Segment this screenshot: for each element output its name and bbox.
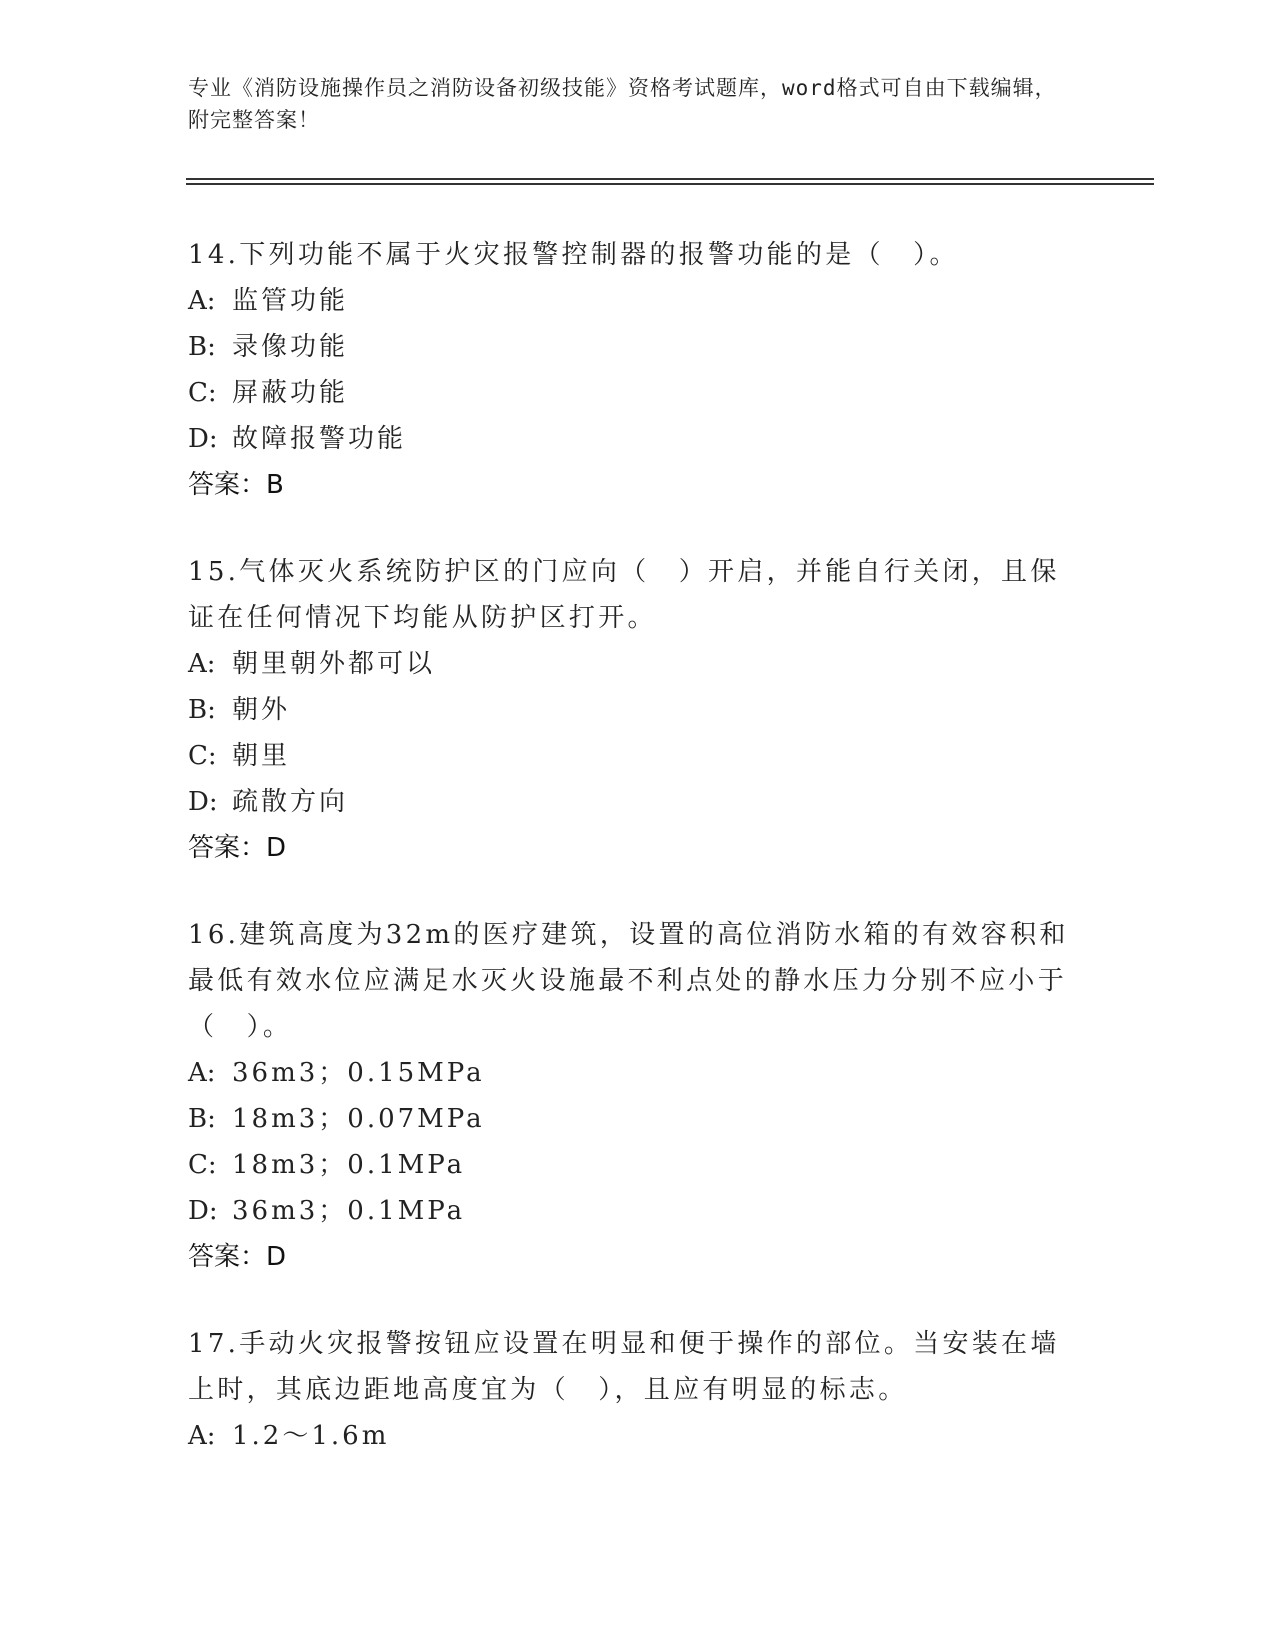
- header-intro-text: 专业《消防设施操作员之消防设备初级技能》资格考试题库，word格式可自由下载编辑，附完整答案！: [188, 76, 1057, 132]
- document-header: [188, 72, 1068, 136]
- option-letter: A:: [188, 649, 216, 679]
- option-a: [188, 641, 1088, 687]
- option-text: 故障报警功能: [232, 424, 407, 454]
- option-letter: C:: [188, 378, 217, 408]
- option-text: 36m3；0.1MPa: [232, 1196, 466, 1226]
- option-c: [188, 733, 1088, 779]
- option-text: 1.2～1.6m: [232, 1421, 390, 1451]
- option-d: [188, 1188, 1088, 1234]
- option-letter: A:: [188, 1421, 216, 1451]
- question-15: [188, 549, 1088, 871]
- option-letter: C:: [188, 741, 217, 771]
- option-b: [188, 1096, 1088, 1142]
- option-d: [188, 416, 1088, 462]
- answer-line: 答案：B: [188, 470, 284, 500]
- option-d: [188, 779, 1088, 825]
- option-c: [188, 1142, 1088, 1188]
- header-divider-bottom: [186, 183, 1154, 185]
- option-b: [188, 324, 1088, 370]
- option-a: [188, 278, 1088, 324]
- option-letter: D:: [188, 787, 218, 817]
- question-stem: 15.气体灭火系统防护区的门应向（ ）开启，并能自行关闭，且保证在任何情况下均能从防护区打开。: [188, 557, 1060, 633]
- question-14: [188, 232, 1088, 508]
- question-16: [188, 912, 1088, 1280]
- question-17: [188, 1321, 1088, 1459]
- option-letter: B:: [188, 1104, 216, 1134]
- answer-line: 答案：D: [188, 1242, 287, 1272]
- option-letter: D:: [188, 1196, 218, 1226]
- option-c: [188, 370, 1088, 416]
- option-text: 录像功能: [232, 332, 349, 362]
- option-letter: A:: [188, 1058, 216, 1088]
- option-text: 朝里朝外都可以: [232, 649, 436, 679]
- option-text: 监管功能: [232, 286, 349, 316]
- option-letter: A:: [188, 286, 216, 316]
- option-letter: C:: [188, 1150, 217, 1180]
- option-b: [188, 687, 1088, 733]
- question-stem: 17.手动火灾报警按钮应设置在明显和便于操作的部位。当安装在墙上时，其底边距地高度宜为（ ），且应有明显的标志。: [188, 1329, 1060, 1405]
- header-divider-top: [186, 178, 1154, 180]
- question-stem: 16.建筑高度为32m的医疗建筑，设置的高位消防水箱的有效容积和最低有效水位应满足水灭火设施最不利点处的静水压力分别不应小于（ ）。: [188, 920, 1069, 1042]
- option-text: 36m3；0.15MPa: [232, 1058, 485, 1088]
- option-a: [188, 1413, 1088, 1459]
- question-list: [188, 232, 1088, 1500]
- option-letter: B:: [188, 332, 216, 362]
- option-text: 朝里: [232, 741, 291, 771]
- question-stem: 14.下列功能不属于火灾报警控制器的报警功能的是（ ）。: [188, 240, 959, 270]
- option-letter: D:: [188, 424, 218, 454]
- answer-line: 答案：D: [188, 833, 287, 863]
- option-text: 屏蔽功能: [232, 378, 349, 408]
- option-a: [188, 1050, 1088, 1096]
- option-text: 18m3；0.07MPa: [232, 1104, 485, 1134]
- option-text: 朝外: [232, 695, 291, 725]
- option-letter: B:: [188, 695, 216, 725]
- option-text: 疏散方向: [232, 787, 349, 817]
- option-text: 18m3；0.1MPa: [232, 1150, 466, 1180]
